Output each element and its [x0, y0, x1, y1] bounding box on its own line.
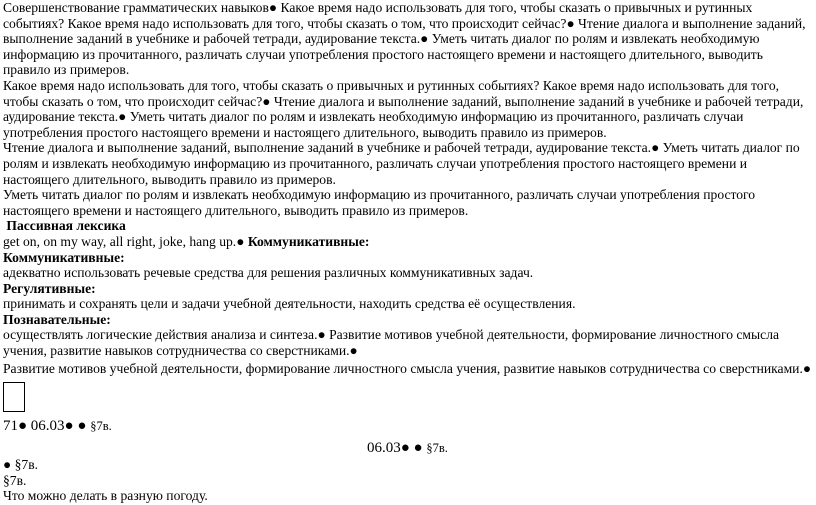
passive-vocabulary-communicative-label: Коммуникативные: — [247, 233, 370, 249]
bullet-paragraph-line: ● §7в. — [3, 457, 39, 473]
communicative-heading: Коммуникативные: — [3, 249, 125, 265]
paragraph-dialogue-reading: Чтение диалога и выполнение заданий, выполнение заданий в учебнике и рабочей тетради, аудирование текста.● Уметь читать диалог по ролям и извлекать необходимую информацию из прочитанного, различать случаи употребления простого настоящего времени и настоящего длительного, выводить правило из примеров. — [3, 140, 800, 187]
lesson-row-71-main: 71● 06.03● ● — [3, 418, 91, 435]
motives-paragraph: Развитие мотивов учебной деятельности, формирование личностного смысла учения, развитие навыков сотрудничества со сверстниками.● — [3, 360, 812, 376]
regulatory-heading: Регулятивные: — [3, 280, 96, 296]
passive-vocabulary-heading: Пассивная лексика — [3, 218, 126, 234]
empty-checkbox-frame — [3, 382, 25, 412]
passive-vocabulary-words: get on, on my way, all right, joke, hang up.● — [3, 233, 248, 249]
lesson-row-date — [3, 439, 813, 457]
passive-vocabulary-line — [3, 234, 813, 250]
regulatory-text: принимать и сохранять цели и задачи учебной деятельности, находить средства её осуществления. — [3, 296, 576, 312]
paragraph-grammar-skills: Совершенствование грамматических навыков● Какое время надо использовать для того, чтобы сказать о привычных и рутинных событиях? Какое время надо использовать для того, чтобы сказать о том, что происходит сейчас?● Чтение диалога и выполнение заданий, выполнение заданий в учебнике и рабочей тетради, аудирование текста.● Уметь читать диалог по ролям и извлекать необходимую информацию из прочитанного, различать случаи употребления простого настоящего времени и настоящего длительного, выводить правило из примеров. — [3, 0, 806, 78]
cognitive-text: осуществлять логические действия анализа и синтеза.● Развитие мотивов учебной деятельности, формирование личностного смысла учения, развитие навыков сотрудничества со сверстниками.● — [3, 327, 780, 359]
paragraph-tense-questions: Какое время надо использовать для того, чтобы сказать о привычных и рутинных событиях? Какое время надо использовать для того, чтобы сказать о том, что происходит сейчас?● Чтение диалога и выполнение заданий, выполнение заданий в учебнике и рабочей тетради, аудирование текста.● Уметь читать диалог по ролям и извлекать необходимую информацию из прочитанного, различать случаи употребления простого настоящего времени и настоящего длительного, выводить правило из примеров. — [3, 77, 804, 140]
cognitive-heading: Познавательные: — [3, 311, 111, 327]
lesson-row-71 — [3, 417, 813, 435]
lesson-row-date-main: 06.03● ● — [367, 440, 427, 457]
lesson-row-71-paragraph: §7в. — [90, 419, 112, 434]
paragraph-ref-line: §7в. — [3, 472, 27, 488]
closing-line: Что можно делать в разную погоду. — [3, 488, 208, 504]
lesson-row-date-paragraph: §7в. — [426, 441, 448, 456]
paragraph-dialogue-roles: Уметь читать диалог по ролям и извлекать необходимую информацию из прочитанного, различать случаи употребления простого настоящего времени и настоящего длительного, выводить правило из примеров. — [3, 187, 756, 218]
communicative-text: адекватно использовать речевые средства для решения различных коммуникативных задач. — [3, 265, 534, 281]
